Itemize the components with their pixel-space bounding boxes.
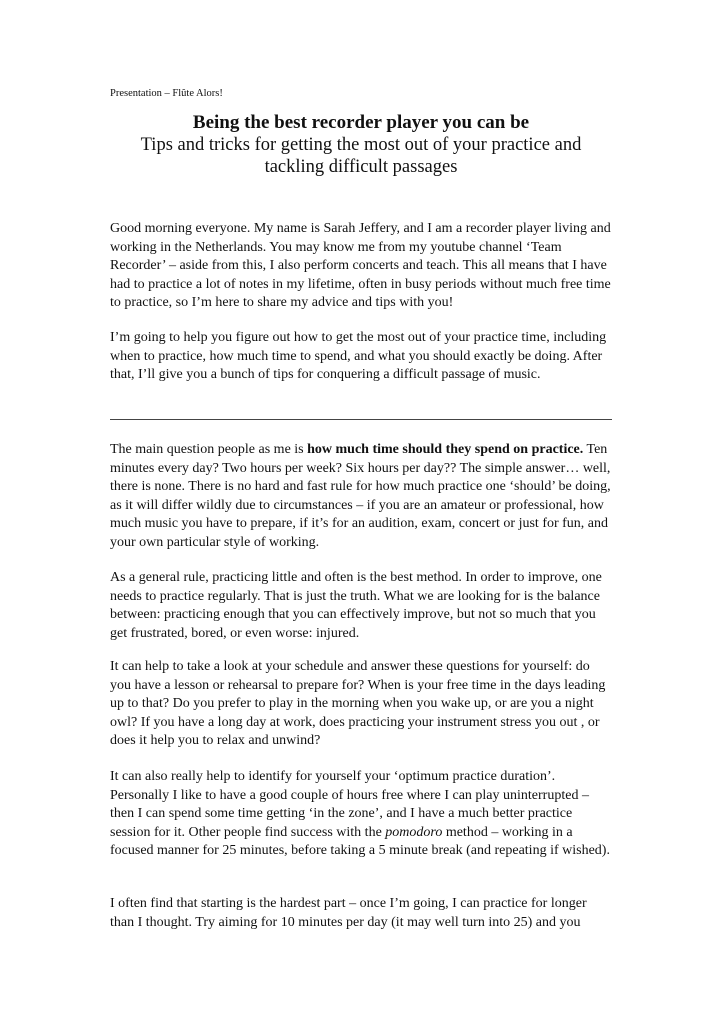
title-block	[110, 112, 612, 178]
paragraph-overview: I’m going to help you figure out how to get the most out of your practice time, including when to practice, how much time to spend, and what you should exactly be doing. After that, I’ll give you a bunch of tips for conquering a difficult passage of music.	[110, 330, 607, 382]
main-question-bold: how much time should they spend on practice.	[307, 442, 584, 457]
paragraph-optimum-duration	[110, 768, 612, 861]
document-subtitle-line1: Tips and tricks for getting the most out of your practice and	[140, 135, 582, 155]
main-question-rest: Ten minutes every day? Two hours per week? Six hours per day?? The simple answer… well, there is none. There is no hard and fast rule for how much practice one ‘should’ be doing, as it will differ wildly due to circumstances – if you are an amateur or professional, how much music you have to prepare, if it’s for an audition, exam, concert or just for fun, and your own particular style of working.	[110, 442, 611, 550]
optimum-duration-lead: It can also really help to identify for yourself your ‘optimum practice duration’. Personally I like to have a good couple of hours free where I can play uninterrupted – then I can spend some time getting ‘in the zone’, and I have a much better practice session for it. Other people find success with the	[110, 769, 589, 840]
optimum-duration-rest: method – working in a focused manner for 25 minutes, before taking a 5 minute break (and repeating if wished).	[110, 824, 610, 858]
header-note: Presentation – Flûte Alors!	[110, 88, 223, 99]
paragraph-intro: Good morning everyone. My name is Sarah Jeffery, and I am a recorder player living and working in the Netherlands. You may know me from my youtube channel ‘Team Recorder’ – aside from this, I also perform concerts and teach. This all means that I have had to practice a lot of notes in my lifetime, often in busy periods without much free time to practice, so I’m here to share my advice and tips with you!	[110, 221, 611, 310]
paragraph-main-question	[110, 441, 612, 552]
document-title: Being the best recorder player you can be	[192, 112, 530, 133]
paragraph-general-rule: As a general rule, practicing little and often is the best method. In order to improve, one needs to practice regularly. That is just the truth. What we are looking for is the balance between: practicing enough that you can effectively improve, but not so much that you get frustrated, bored, or even worse: injured.	[110, 570, 602, 641]
section-divider	[110, 419, 612, 420]
paragraph-schedule: It can help to take a look at your schedule and answer these questions for yourself: do you have a lesson or rehearsal to prepare for? When is your free time in the days leading up to that? Do you prefer to play in the morning when you wake up, or are you a night owl? If you have a long day at work, does practicing your instrument stress you out , or does it help you to relax and unwind?	[110, 659, 606, 748]
paragraph-starting: I often find that starting is the hardest part – once I’m going, I can practice for longer than I thought. Try aiming for 10 minutes per day (it may well turn into 25) and you	[110, 896, 587, 930]
pomodoro-italic: pomodoro	[385, 824, 443, 840]
document-subtitle-line2: tackling difficult passages	[264, 157, 458, 177]
main-question-lead: The main question people as me is	[110, 442, 308, 457]
